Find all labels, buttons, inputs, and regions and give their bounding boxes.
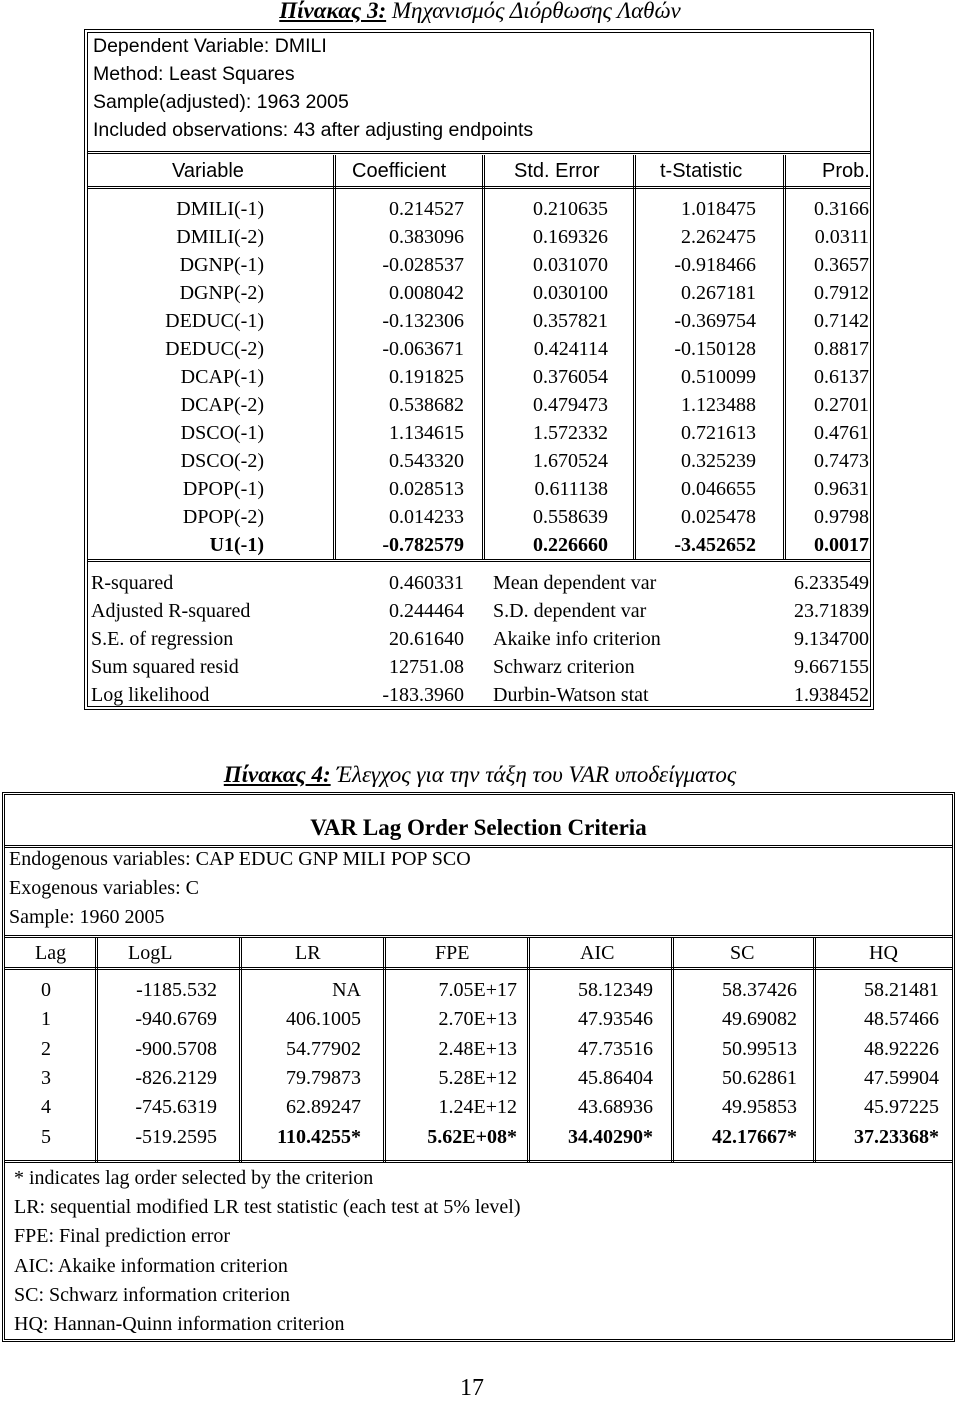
cell-t: 0.267181 xyxy=(681,282,756,304)
cell-fpe: 1.24E+12 xyxy=(438,1096,517,1118)
cell-lag: 0 xyxy=(41,979,51,1001)
cell-lr: 406.1005 xyxy=(286,1008,361,1030)
cell-p: 0.3657 xyxy=(814,254,869,276)
table-row xyxy=(5,1093,952,1122)
cell-var: DPOP(-2) xyxy=(182,506,264,528)
col-header-fpe: FPE xyxy=(435,942,470,964)
cell-logl: -519.2595 xyxy=(135,1126,217,1148)
cell-se: 0.424114 xyxy=(533,338,608,360)
cell-coef: 0.543320 xyxy=(389,450,464,472)
cell-t: 0.510099 xyxy=(681,366,756,388)
var-lag-table xyxy=(2,792,955,1342)
col-header-aic: AIC xyxy=(580,942,615,964)
cell-coef: 0.214527 xyxy=(389,198,464,220)
stat-label: Adjusted R-squared xyxy=(91,600,251,622)
cell-coef: -0.782579 xyxy=(382,534,464,556)
cell-t: -0.150128 xyxy=(674,338,756,360)
cell-hq: 48.57466 xyxy=(864,1008,939,1030)
table-row xyxy=(88,503,870,531)
cell-lag: 5 xyxy=(41,1126,51,1148)
cell-aic: 34.40290* xyxy=(568,1126,653,1148)
cell-lag: 1 xyxy=(41,1008,51,1030)
cell-var: DMILI(-1) xyxy=(176,198,264,220)
table-row xyxy=(88,475,870,503)
stat-value: -183.3960 xyxy=(382,684,464,706)
table4-caption xyxy=(0,762,960,788)
cell-var: DCAP(-1) xyxy=(180,366,264,388)
cell-coef: 0.191825 xyxy=(389,366,464,388)
cell-lr: 110.4255* xyxy=(277,1126,361,1148)
cell-coef: 1.134615 xyxy=(389,422,464,444)
table-row xyxy=(88,335,870,363)
cell-se: 0.031070 xyxy=(533,254,608,276)
col-header-variable: Variable xyxy=(172,160,244,182)
cell-logl: -900.5708 xyxy=(135,1038,217,1060)
cell-p: 0.7473 xyxy=(814,450,869,472)
cell-lr: NA xyxy=(332,979,361,1001)
cell-coef: -0.028537 xyxy=(382,254,464,276)
stat-value: 1.938452 xyxy=(794,684,869,706)
cell-p: 0.8817 xyxy=(814,338,869,360)
stat-label: S.D. dependent var xyxy=(493,600,647,622)
cell-p: 0.0017 xyxy=(814,534,869,556)
table4-caption-subtitle: Έλεγχος για την τάξη του VAR υποδείγματος xyxy=(336,762,737,787)
cell-hq: 37.23368* xyxy=(854,1126,939,1148)
stat-label: Sum squared resid xyxy=(91,656,239,678)
cell-coef: 0.028513 xyxy=(389,478,464,500)
cell-aic: 45.86404 xyxy=(578,1067,653,1089)
cell-p: 0.7142 xyxy=(814,310,869,332)
stat-label: S.E. of regression xyxy=(91,628,234,650)
cell-coef: -0.063671 xyxy=(382,338,464,360)
cell-t: -0.369754 xyxy=(674,310,756,332)
table-row xyxy=(88,363,870,391)
cell-hq: 58.21481 xyxy=(864,979,939,1001)
col-header-coefficient: Coefficient xyxy=(352,160,447,182)
cell-logl: -940.6769 xyxy=(135,1008,217,1030)
col-header-lag: Lag xyxy=(35,942,67,964)
cell-fpe: 5.28E+12 xyxy=(438,1067,517,1089)
cell-hq: 45.97225 xyxy=(864,1096,939,1118)
stat-value: 23.71839 xyxy=(794,600,869,622)
table-row xyxy=(88,223,870,251)
cell-var: DMILI(-2) xyxy=(176,226,264,248)
table-row xyxy=(88,531,870,559)
cell-fpe: 2.70E+13 xyxy=(438,1008,517,1030)
stat-value: 0.460331 xyxy=(389,572,464,594)
cell-fpe: 7.05E+17 xyxy=(438,979,517,1001)
table3-caption-title: Πίνακας 3: xyxy=(279,0,387,23)
table-row xyxy=(88,419,870,447)
col-header-hq: HQ xyxy=(869,942,898,964)
cell-se: 0.169326 xyxy=(533,226,608,248)
cell-se: 0.611138 xyxy=(534,478,608,500)
stat-label: Durbin-Watson stat xyxy=(493,684,649,706)
cell-hq: 47.59904 xyxy=(864,1067,939,1089)
stat-label: Log likelihood xyxy=(91,684,210,706)
divider xyxy=(88,559,870,562)
col-header-logl: LogL xyxy=(128,942,173,964)
cell-coef: 0.008042 xyxy=(389,282,464,304)
table3-caption xyxy=(0,0,960,24)
divider xyxy=(5,967,952,970)
cell-lag: 3 xyxy=(41,1067,51,1089)
cell-p: 0.4761 xyxy=(814,422,869,444)
cell-logl: -1185.532 xyxy=(136,979,217,1001)
stat-value: 9.667155 xyxy=(794,656,869,678)
cell-se: 0.357821 xyxy=(533,310,608,332)
cell-logl: -826.2129 xyxy=(135,1067,217,1089)
cell-sc: 42.17667* xyxy=(712,1126,797,1148)
cell-var: DCAP(-2) xyxy=(180,394,264,416)
table-row xyxy=(5,1005,952,1034)
cell-sc: 58.37426 xyxy=(722,979,797,1001)
cell-var: DSCO(-2) xyxy=(180,450,264,472)
cell-hq: 48.92226 xyxy=(864,1038,939,1060)
cell-aic: 43.68936 xyxy=(578,1096,653,1118)
cell-se: 0.226660 xyxy=(533,534,608,556)
cell-coef: -0.132306 xyxy=(382,310,464,332)
cell-aic: 47.73516 xyxy=(578,1038,653,1060)
cell-p: 0.0311 xyxy=(814,226,869,248)
cell-sc: 50.99513 xyxy=(722,1038,797,1060)
cell-t: 0.025478 xyxy=(681,506,756,528)
table-row xyxy=(5,1035,952,1064)
header-line: Sample(adjusted): 1963 2005 xyxy=(93,91,349,113)
cell-sc: 50.62861 xyxy=(722,1067,797,1089)
note-line: LR: sequential modified LR test statistic (each test at 5% level) xyxy=(14,1196,521,1218)
cell-var: DEDUC(-1) xyxy=(165,310,264,332)
var-lag-title: VAR Lag Order Selection Criteria xyxy=(310,815,647,840)
cell-fpe: 5.62E+08* xyxy=(427,1126,517,1148)
cell-se: 0.376054 xyxy=(533,366,608,388)
cell-lag: 2 xyxy=(41,1038,51,1060)
info-line: Sample: 1960 2005 xyxy=(9,906,165,928)
note-line: SC: Schwarz information criterion xyxy=(14,1284,291,1306)
table-row xyxy=(88,251,870,279)
cell-t: 0.721613 xyxy=(681,422,756,444)
cell-p: 0.2701 xyxy=(814,394,869,416)
col-header-std-error: Std. Error xyxy=(514,160,600,182)
cell-t: 0.046655 xyxy=(681,478,756,500)
cell-logl: -745.6319 xyxy=(135,1096,217,1118)
cell-t: 2.262475 xyxy=(681,226,756,248)
cell-p: 0.9631 xyxy=(814,478,869,500)
table-row xyxy=(88,279,870,307)
regression-table xyxy=(84,29,874,710)
cell-p: 0.7912 xyxy=(814,282,869,304)
cell-coef: 0.538682 xyxy=(389,394,464,416)
cell-se: 1.670524 xyxy=(533,450,608,472)
divider xyxy=(88,186,870,189)
stat-value: 6.233549 xyxy=(794,572,869,594)
cell-se: 0.479473 xyxy=(533,394,608,416)
table-row xyxy=(5,1123,952,1152)
info-line: Endogenous variables: CAP EDUC GNP MILI POP SCO xyxy=(9,848,471,870)
cell-lr: 54.77902 xyxy=(286,1038,361,1060)
col-header-sc: SC xyxy=(730,942,755,964)
cell-lr: 79.79873 xyxy=(286,1067,361,1089)
stat-label: Mean dependent var xyxy=(493,572,657,594)
col-header-t-statistic: t-Statistic xyxy=(660,160,743,182)
cell-se: 0.030100 xyxy=(533,282,608,304)
col-header-prob: Prob. xyxy=(822,160,870,182)
cell-var: DSCO(-1) xyxy=(180,422,264,444)
cell-fpe: 2.48E+13 xyxy=(438,1038,517,1060)
table4-caption-title: Πίνακας 4: xyxy=(223,762,331,787)
page-number: 17 xyxy=(460,1375,484,1401)
cell-lr: 62.89247 xyxy=(286,1096,361,1118)
cell-sc: 49.69082 xyxy=(722,1008,797,1030)
cell-p: 0.3166 xyxy=(814,198,869,220)
table-row xyxy=(88,391,870,419)
note-line: FPE: Final prediction error xyxy=(14,1225,231,1247)
cell-t: -3.452652 xyxy=(674,534,756,556)
stat-value: 9.134700 xyxy=(794,628,869,650)
note-line: HQ: Hannan-Quinn information criterion xyxy=(14,1313,345,1335)
cell-coef: 0.014233 xyxy=(389,506,464,528)
stat-value: 20.61640 xyxy=(389,628,464,650)
col-header-lr: LR xyxy=(295,942,321,964)
cell-t: 1.123488 xyxy=(681,394,756,416)
table-row xyxy=(5,976,952,1005)
cell-p: 0.6137 xyxy=(814,366,869,388)
stat-value: 12751.08 xyxy=(389,656,464,678)
cell-se: 0.210635 xyxy=(533,198,608,220)
stat-label: Schwarz criterion xyxy=(493,656,635,678)
header-line: Method: Least Squares xyxy=(93,63,295,85)
cell-se: 0.558639 xyxy=(533,506,608,528)
divider xyxy=(88,151,870,154)
stat-label: Akaike info criterion xyxy=(493,628,661,650)
cell-var: DGNP(-1) xyxy=(179,254,264,276)
table-row xyxy=(88,447,870,475)
note-line: * indicates lag order selected by the criterion xyxy=(14,1167,374,1189)
cell-var: DEDUC(-2) xyxy=(165,338,264,360)
stat-value: 0.244464 xyxy=(389,600,464,622)
cell-coef: 0.383096 xyxy=(389,226,464,248)
info-line: Exogenous variables: C xyxy=(9,877,199,899)
cell-var: U1(-1) xyxy=(209,534,264,556)
cell-t: -0.918466 xyxy=(674,254,756,276)
table3-caption-subtitle: Μηχανισμός Διόρθωσης Λαθών xyxy=(391,0,681,23)
cell-aic: 58.12349 xyxy=(578,979,653,1001)
note-line: AIC: Akaike information criterion xyxy=(14,1255,288,1277)
stat-label: R-squared xyxy=(91,572,174,594)
header-line: Dependent Variable: DMILI xyxy=(93,35,327,57)
cell-lag: 4 xyxy=(41,1096,51,1118)
cell-t: 0.325239 xyxy=(681,450,756,472)
cell-sc: 49.95853 xyxy=(722,1096,797,1118)
cell-se: 1.572332 xyxy=(533,422,608,444)
cell-aic: 47.93546 xyxy=(578,1008,653,1030)
cell-p: 0.9798 xyxy=(814,506,869,528)
table-row xyxy=(88,307,870,335)
header-line: Included observations: 43 after adjusting endpoints xyxy=(93,119,534,141)
divider xyxy=(5,1160,952,1163)
cell-var: DGNP(-2) xyxy=(179,282,264,304)
table-row xyxy=(88,195,870,223)
table-row xyxy=(5,1064,952,1093)
cell-var: DPOP(-1) xyxy=(182,478,264,500)
cell-t: 1.018475 xyxy=(681,198,756,220)
